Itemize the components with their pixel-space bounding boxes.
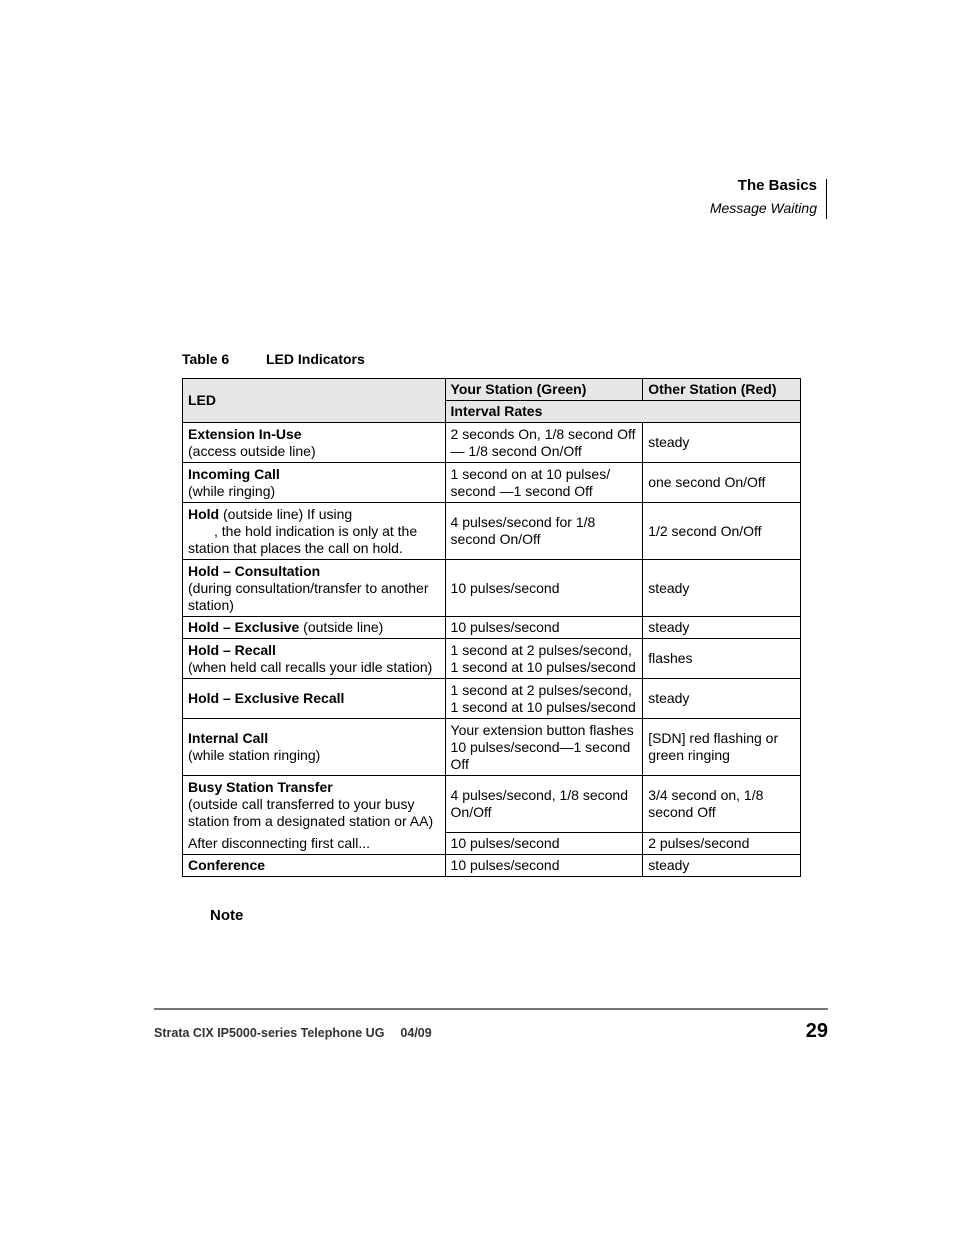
led-cell — [183, 855, 446, 877]
led-cell — [183, 776, 446, 833]
header-your-station: Your Station (Green) — [445, 379, 643, 401]
other-station-cell: [SDN] red flashing or green ringing — [643, 719, 801, 776]
document-title: Strata CIX IP5000-series Telephone UG — [154, 1026, 385, 1040]
led-cell — [183, 719, 446, 776]
other-station-cell: 3/4 second on, 1/8 second Off — [643, 776, 801, 833]
led-name: Extension In-Use — [188, 425, 302, 442]
your-station-cell: 10 pulses/second — [445, 855, 643, 877]
page-number: 29 — [805, 1020, 828, 1042]
header-interval-rates: Interval Rates — [445, 401, 800, 423]
table-row — [183, 617, 801, 639]
document-date: 04/09 — [400, 1026, 432, 1040]
led-detail: (when held call recalls your idle station) — [188, 658, 433, 675]
your-station-cell: 1 second on at 10 pulses/ second —1 second Off — [445, 463, 643, 503]
led-cell — [183, 639, 446, 679]
table-caption — [182, 351, 365, 367]
your-station-cell: 10 pulses/second — [445, 617, 643, 639]
other-station-cell: steady — [643, 855, 801, 877]
led-cell — [183, 423, 446, 463]
led-name: Hold – Consultation — [188, 562, 321, 579]
section-subtitle: Message Waiting — [709, 200, 817, 216]
your-station-cell: 10 pulses/second — [445, 560, 643, 617]
note-label: Note — [210, 907, 244, 924]
other-station-cell: steady — [643, 423, 801, 463]
table-row — [183, 833, 801, 855]
other-station-cell: one second On/Off — [643, 463, 801, 503]
table-row — [183, 503, 801, 560]
table-title: LED Indicators — [266, 351, 365, 367]
your-station-cell: 4 pulses/second, 1/8 second On/Off — [445, 776, 643, 833]
your-station-cell: Your extension button flashes 10 pulses/second—1 second Off — [445, 719, 643, 776]
table-number: Table 6 — [182, 351, 230, 367]
led-name: Internal Call — [188, 730, 269, 746]
other-station-cell: 2 pulses/second — [643, 833, 801, 855]
led-name: Hold – Recall — [188, 641, 276, 658]
led-name: Hold – Exclusive Recall — [188, 690, 345, 706]
table-row — [183, 855, 801, 877]
your-station-cell: 4 pulses/second for 1/8 second On/Off — [445, 503, 643, 560]
table-row — [183, 679, 801, 719]
other-station-cell: steady — [643, 617, 801, 639]
your-station-cell: 1 second at 2 pulses/second, 1 second at 10 pulses/second — [445, 679, 643, 719]
your-station-cell: 1 second at 2 pulses/second, 1 second at 10 pulses/second — [445, 639, 643, 679]
table-row — [183, 719, 801, 776]
led-name: Hold — [188, 505, 220, 522]
led-detail: (while ringing) — [188, 482, 276, 499]
led-cell — [183, 560, 446, 617]
header-led: LED — [183, 379, 446, 423]
led-name: Busy Station Transfer — [188, 778, 333, 795]
led-detail: (access outside line) — [188, 442, 316, 459]
running-header — [710, 176, 817, 218]
table-row — [183, 560, 801, 617]
led-detail: (while station ringing) — [188, 747, 321, 763]
led-cell — [183, 617, 446, 639]
led-detail: (outside line) — [299, 619, 384, 635]
header-other-station: Other Station (Red) — [643, 379, 801, 401]
header-rule — [826, 179, 827, 219]
led-name: Incoming Call — [188, 465, 280, 482]
your-station-cell: 10 pulses/second — [445, 833, 643, 855]
led-name: Conference — [188, 857, 266, 873]
led-indicators-table — [182, 378, 801, 877]
other-station-cell: flashes — [643, 639, 801, 679]
table-row — [183, 776, 801, 833]
footer — [154, 1026, 432, 1040]
led-detail: (outside call transferred to your busy station from a designated station or AA) — [188, 795, 434, 829]
other-station-cell: steady — [643, 560, 801, 617]
led-cell — [183, 503, 446, 560]
chapter-title: The Basics — [737, 177, 817, 194]
led-cell — [183, 679, 446, 719]
table-row — [183, 639, 801, 679]
led-detail: , the hold indication is only at the station that places the call on hold. — [188, 522, 418, 556]
footer-rule — [154, 1008, 828, 1010]
led-cell: After disconnecting first call... — [183, 833, 446, 855]
other-station-cell: steady — [643, 679, 801, 719]
led-cell — [183, 463, 446, 503]
other-station-cell: 1/2 second On/Off — [643, 503, 801, 560]
your-station-cell: 2 seconds On, 1/8 second Off — 1/8 second On/Off — [445, 423, 643, 463]
table-row — [183, 423, 801, 463]
led-detail: (during consultation/transfer to another station) — [188, 579, 429, 613]
table-row — [183, 463, 801, 503]
led-detail: (outside line) If using — [219, 505, 353, 522]
led-name: Hold – Exclusive — [188, 619, 300, 635]
